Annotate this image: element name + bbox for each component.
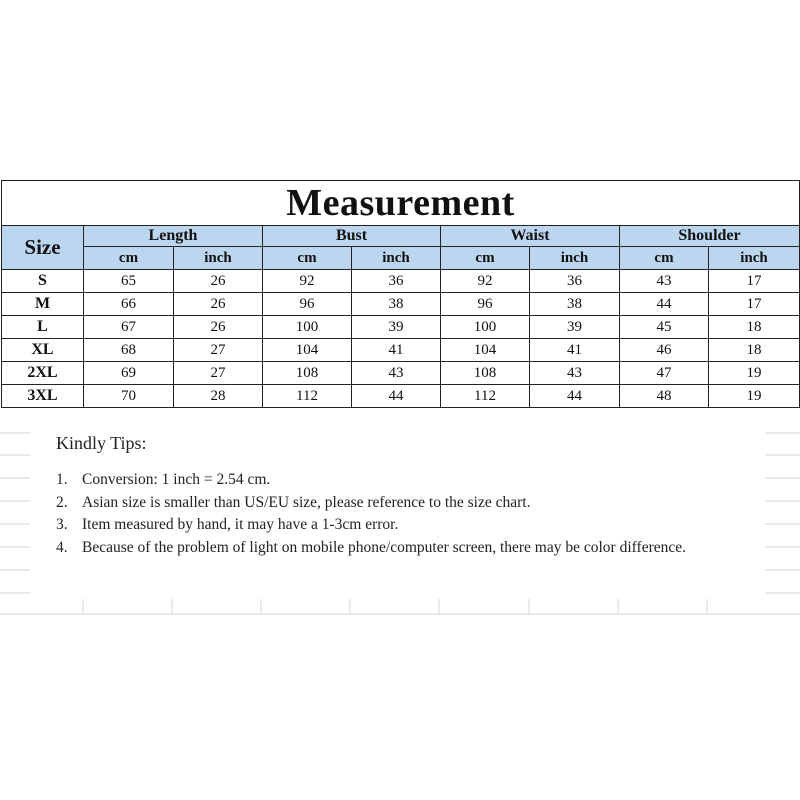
table-cell: 17	[709, 270, 800, 293]
size-label: M	[2, 293, 84, 316]
table-cell: 26	[174, 270, 263, 293]
tip-text: Item measured by hand, it may have a 1-3cm error.	[82, 516, 399, 533]
tip-number: 2.	[56, 493, 68, 511]
table-cell: 67	[84, 316, 174, 339]
table-cell: 44	[352, 385, 441, 408]
table-cell: 65	[84, 270, 174, 293]
table-cell: 18	[709, 316, 800, 339]
table-cell: 108	[441, 362, 530, 385]
table-cell: 36	[352, 270, 441, 293]
tip-item	[56, 492, 756, 515]
unit-header: inch	[352, 247, 441, 270]
table-row	[2, 293, 800, 316]
tips-list	[56, 469, 756, 559]
tip-item	[56, 469, 756, 492]
tip-number: 3.	[56, 516, 68, 533]
table-cell: 43	[530, 362, 620, 385]
tip-item	[56, 537, 756, 560]
tip-text: Asian size is smaller than US/EU size, please reference to the size chart.	[82, 493, 531, 511]
table-cell: 48	[620, 385, 709, 408]
table-cell: 26	[174, 293, 263, 316]
size-label: XL	[2, 339, 84, 362]
tips-title: Kindly Tips:	[56, 433, 147, 453]
table-cell: 100	[263, 316, 352, 339]
table-cell: 92	[263, 270, 352, 293]
table-cell: 27	[174, 362, 263, 385]
tip-number: 1.	[56, 471, 68, 488]
table-cell: 26	[174, 316, 263, 339]
table-cell: 68	[84, 339, 174, 362]
table-cell: 66	[84, 293, 174, 316]
table-cell: 38	[352, 293, 441, 316]
table-cell: 44	[620, 293, 709, 316]
table-cell: 19	[709, 362, 800, 385]
table-cell: 104	[263, 339, 352, 362]
table-cell: 17	[709, 293, 800, 316]
unit-header: cm	[620, 247, 709, 270]
tip-item	[56, 514, 756, 537]
group-header-bust: Bust	[263, 226, 441, 247]
unit-header: inch	[530, 247, 620, 270]
table-row	[2, 339, 800, 362]
size-label: 3XL	[2, 385, 84, 408]
size-label: L	[2, 316, 84, 339]
table-cell: 104	[441, 339, 530, 362]
group-header-length: Length	[84, 226, 263, 247]
tips-box	[30, 429, 765, 599]
tip-text: Conversion: 1 inch = 2.54 cm.	[82, 471, 271, 488]
unit-header: cm	[441, 247, 530, 270]
table-cell: 39	[352, 316, 441, 339]
table-cell: 19	[709, 385, 800, 408]
size-label: 2XL	[2, 362, 84, 385]
table-cell: 28	[174, 385, 263, 408]
unit-header: inch	[174, 247, 263, 270]
table-cell: 45	[620, 316, 709, 339]
table-row	[2, 385, 800, 408]
tip-text: Because of the problem of light on mobile phone/computer screen, there may be color difference.	[82, 538, 686, 556]
table-cell: 112	[441, 385, 530, 408]
tips-area	[0, 423, 800, 615]
table-cell: 41	[530, 339, 620, 362]
table-cell: 36	[530, 270, 620, 293]
tip-number: 4.	[56, 538, 68, 556]
table-cell: 44	[530, 385, 620, 408]
unit-header: inch	[709, 247, 800, 270]
table-cell: 92	[441, 270, 530, 293]
table-cell: 18	[709, 339, 800, 362]
unit-header: cm	[84, 247, 174, 270]
table-cell: 27	[174, 339, 263, 362]
table-row	[2, 362, 800, 385]
table-cell: 100	[441, 316, 530, 339]
table-cell: 38	[530, 293, 620, 316]
table-cell: 39	[530, 316, 620, 339]
table-cell: 41	[352, 339, 441, 362]
table-cell: 69	[84, 362, 174, 385]
table-cell: 96	[441, 293, 530, 316]
unit-header: cm	[263, 247, 352, 270]
table-cell: 70	[84, 385, 174, 408]
table-row	[2, 270, 800, 293]
table-row	[2, 316, 800, 339]
size-label: S	[2, 270, 84, 293]
table-cell: 46	[620, 339, 709, 362]
table-cell: 43	[352, 362, 441, 385]
table-cell: 96	[263, 293, 352, 316]
table-cell: 112	[263, 385, 352, 408]
table-cell: 43	[620, 270, 709, 293]
table-cell: 47	[620, 362, 709, 385]
group-header-waist: Waist	[441, 226, 620, 247]
table-title: Measurement	[2, 181, 800, 226]
table-cell: 108	[263, 362, 352, 385]
size-column-header: Size	[2, 226, 84, 270]
size-table	[1, 180, 800, 408]
group-header-shoulder: Shoulder	[620, 226, 800, 247]
